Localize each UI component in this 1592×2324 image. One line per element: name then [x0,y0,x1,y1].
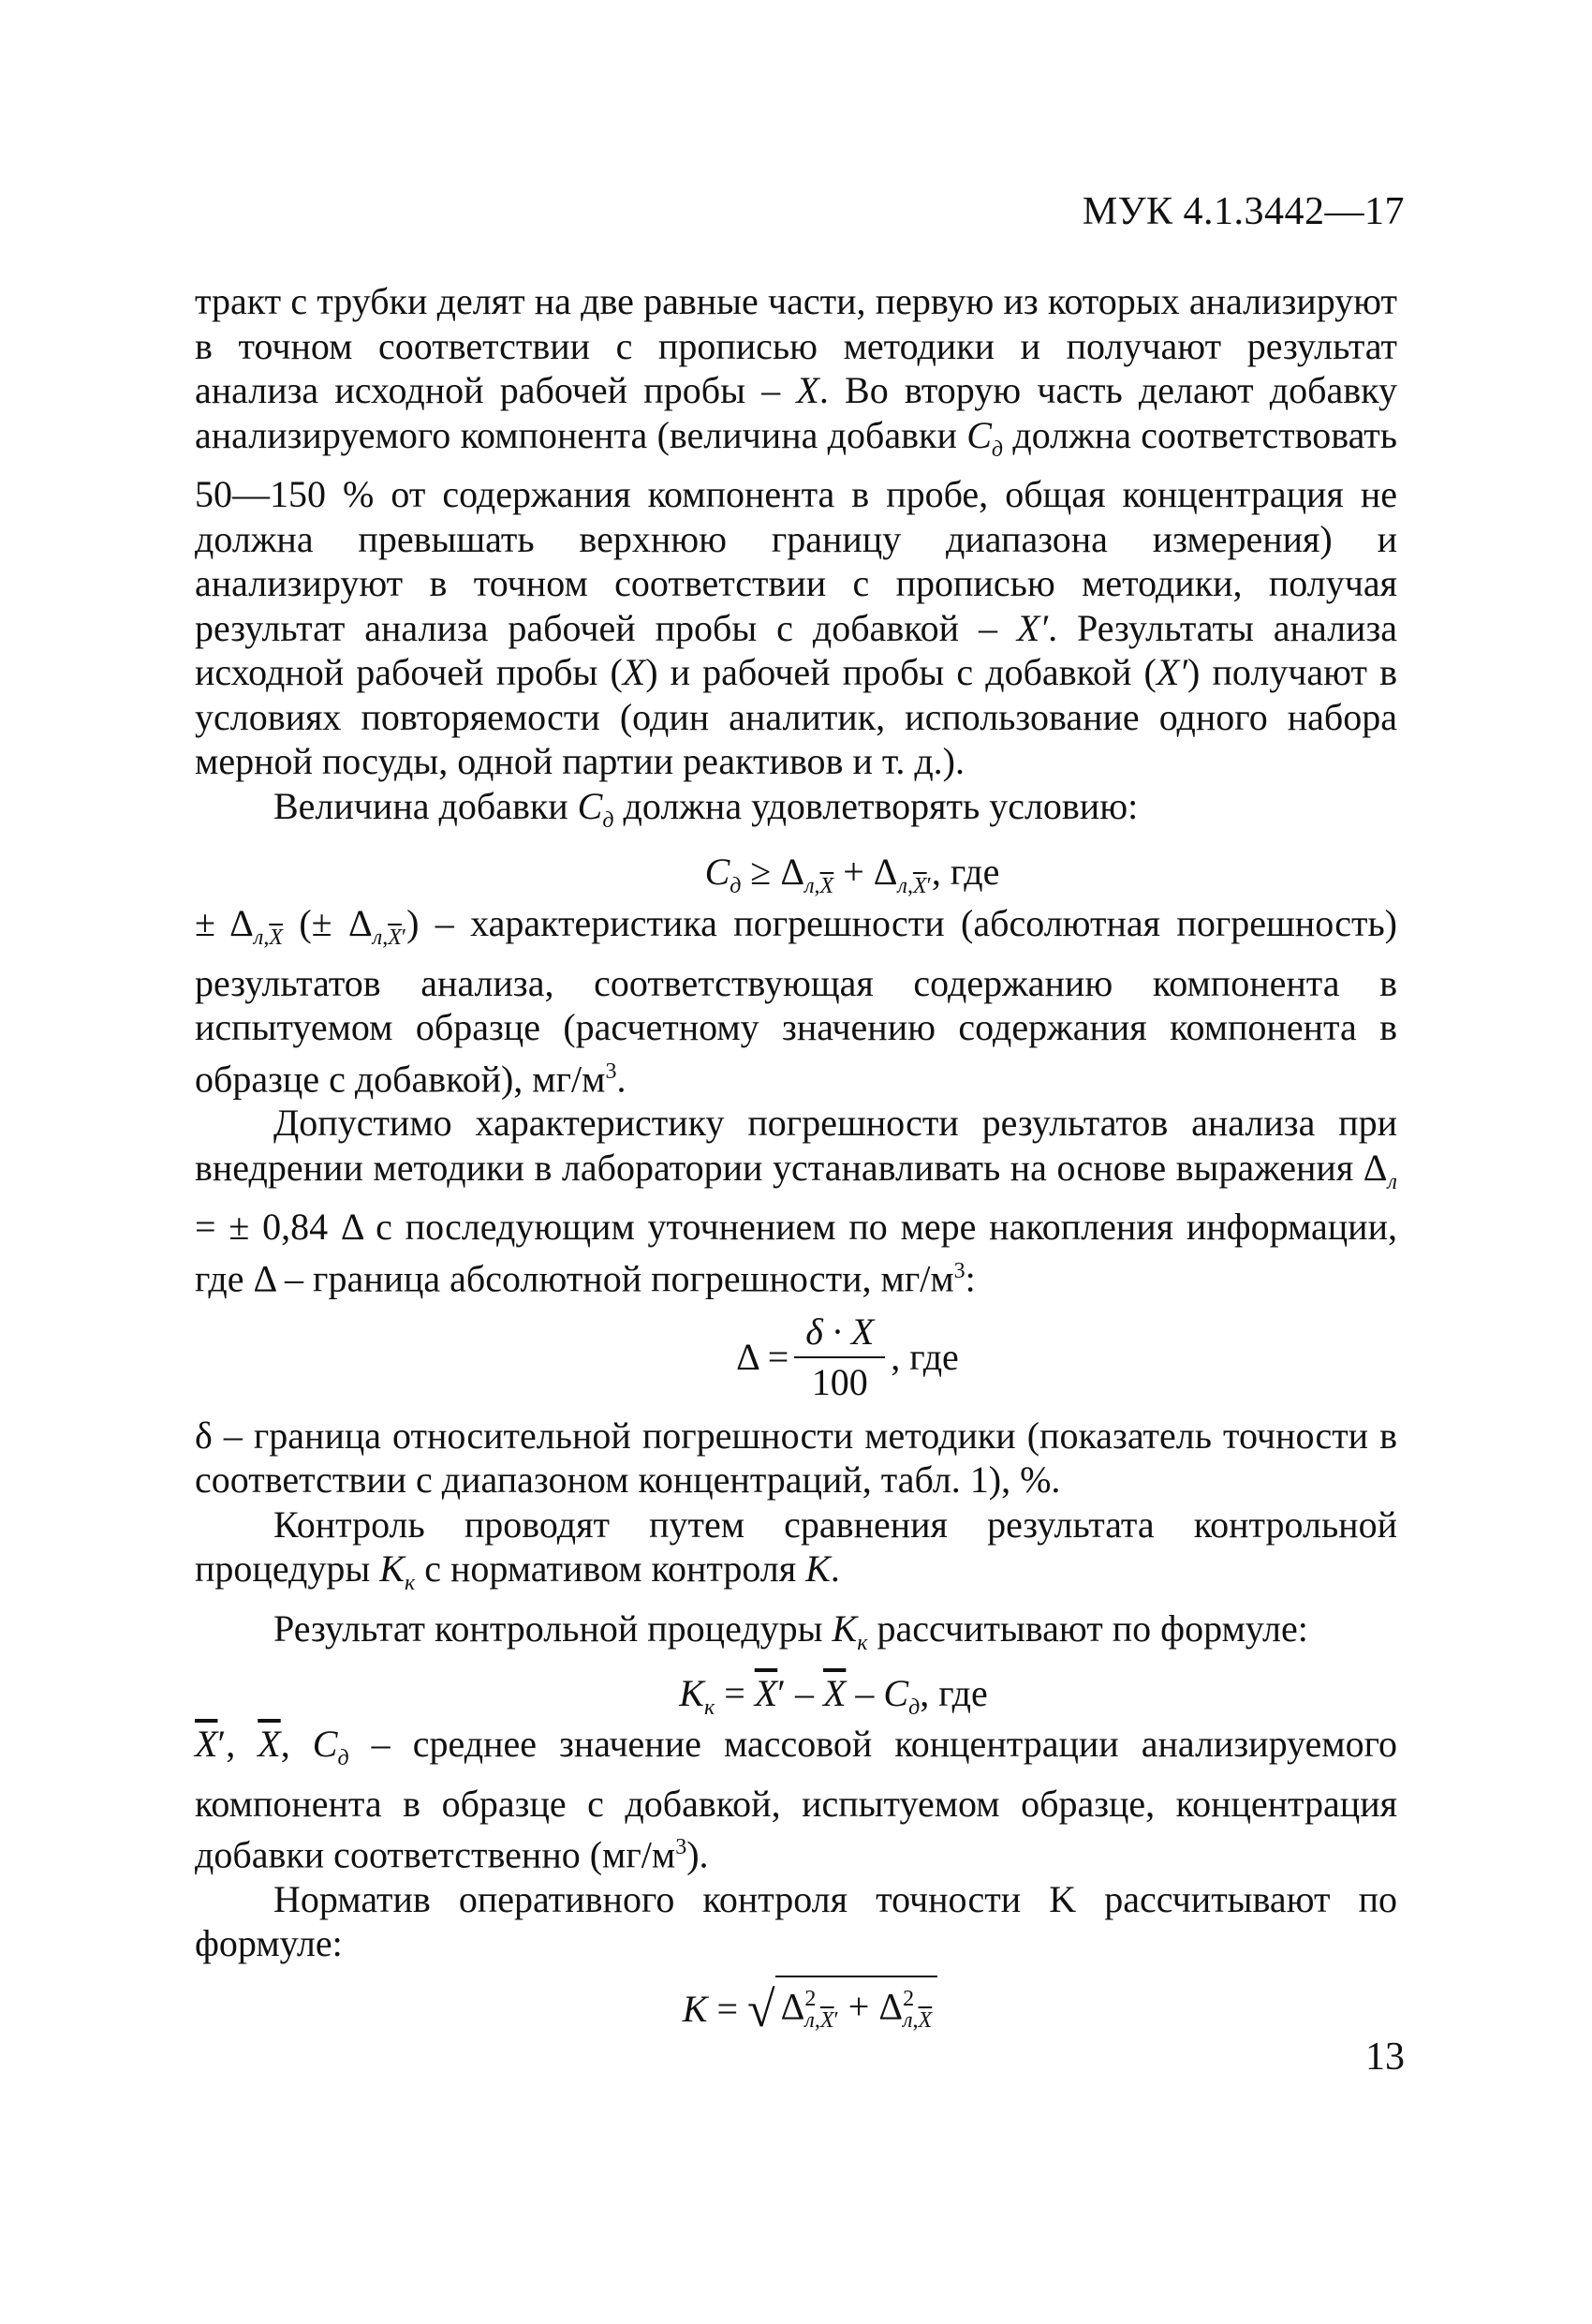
paragraph-control-formula-intro: Результат контрольной процедуры $K_к$ рассчитывают по формуле: [273,1606,1308,1655]
page-number: 13 [1365,2035,1405,2079]
formula-control-result: $K_к = \overline{X}' - \overline{X} - C_д$, где [679,1672,988,1721]
formula-absolute-error: Δ = $\frac{\delta \cdot X}{100}$ , где [195,1301,1397,1414]
formula-where: , где [891,1335,959,1378]
paragraph-error-estimation: Допустимо характеристику погрешности результатов анализа при внедрении методики в лаборатории устанавливать на основе выражения $\Delta_л$ = ± 0,84 Δ с последующим уточнением по мере накопления информации, где Δ – граница абсолютной погрешности, $мг/м^3$: [195,1102,1397,1300]
fraction-numerator: δ · X [794,1308,885,1358]
page-body [195,279,1397,2052]
paragraph-variables-definition: $\overline{X}'$, $\overline{X}$, $C_д$ – среднее значение массовой концентрации анализируемого компонента в образце с добавкой, испытуемом образце, концентрация добавки соответственно $(мг/м^3)$. [195,1723,1397,1876]
fraction [794,1308,885,1407]
paragraph-addition-condition: Величина добавки $C_д$ должна удовлетворять условию: [273,784,1139,833]
formula-addition-condition: $C_д \ge \Delta_{л,\overline{X}} + \Delta_{л,\overline{X}'}$, где [704,851,1000,898]
formula-control-norm: K = √ $\Delta^2_{л,\overline{X}'} + \Delta^2_{л,\overline{X}}$ [195,1966,1397,2052]
formula-where: , где [920,1672,988,1715]
paragraph-sampling-procedure: тракт с трубки делят на две равные части, первую из которых анализируют в точном соответствии с прописью методики и получают результат анализа исходной рабочей пробы – X. Во вторую часть делают добавку анализируемого компонента (величина добавки $C_д$ должна соответствовать 50—150 % от содержания компонента в пробе, общая концентрация не должна превышать верхнюю границу диапазона измерения) и анализируют в точном соответствии с прописью методики, получая результат анализа рабочей пробы с добавкой – X′. Результаты анализа исходной рабочей пробы (X) и рабочей пробы с добавкой (X′) получают в условиях повторяемости (один аналитик, использование одного набора мерной посуды, одной партии реактивов и т. д.). [195,280,1398,782]
paragraph-error-definition: ± $\Delta_{л,\overline{X}}$ (± $\Delta_{л,\overline{X}'}$) – характеристика погрешности (абсолютная погрешность) результатов анализа, соответствующая содержанию компонента в испытуемом образце (расчетному значению содержания компонента в образце с добавкой), $мг/м^3$. [195,902,1397,1100]
fraction-denominator: 100 [811,1360,868,1403]
document-code: МУК 4.1.3442—17 [1082,190,1405,233]
paragraph-delta-definition: δ – граница относительной погрешности методики (показатель точности в соответствии с диапазоном концентраций, табл. 1), %. [195,1414,1397,1502]
paragraph-norm-intro: Норматив оперативного контроля точности K рассчитывают по формуле: [195,1877,1397,1965]
formula-where: , где [931,851,1000,893]
paragraph-control-comparison: Контроль проводят путем сравнения результата контрольной процедуры $K_к$ с нормативом контроля K. [195,1502,1397,1596]
